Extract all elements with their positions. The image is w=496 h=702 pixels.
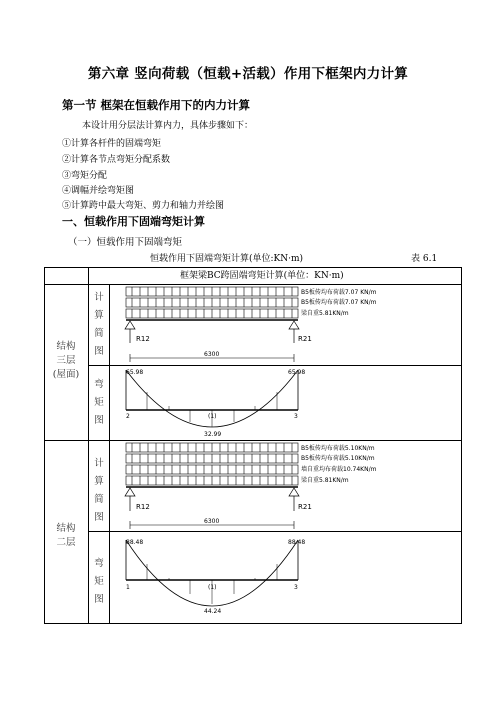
support-left-label: R12: [136, 503, 150, 511]
span-dimension: 6300: [204, 518, 220, 525]
calc-diagram-label: 计 算 简 图: [94, 292, 104, 357]
calc-diagram-label: 计 算 简 图: [94, 458, 104, 523]
table-caption: 恒载作用下固端弯矩计算(单位:KN·m): [150, 254, 304, 264]
node-label: (1): [208, 413, 217, 420]
node-label: 2: [126, 413, 130, 420]
table-divider: [109, 284, 110, 624]
moment-mid-value: 44.24: [204, 608, 222, 615]
row-label: 结构 二层: [56, 523, 76, 548]
moment-left-value: 65.98: [126, 369, 144, 376]
node-label: 3: [294, 413, 298, 420]
load-label: B5板传均布荷载7.07 KN/m: [301, 289, 377, 296]
subsection-heading: 一、恒载作用下固端弯矩计算: [62, 215, 205, 228]
step-item: ①计算各杆件的固端弯矩: [62, 139, 162, 149]
moment-right-value: 88.48: [288, 539, 306, 546]
section-title: 第一节 框架在恒载作用下的内力计算: [62, 98, 251, 112]
load-label: 墙自重均布荷载10.74KN/m: [301, 466, 377, 473]
step-item: ⑤计算跨中最大弯矩、剪力和轴力并绘图: [62, 201, 225, 211]
step-item: ③弯矩分配: [62, 171, 108, 181]
load-label: B5板传均布荷载7.07 KN/m: [301, 299, 377, 306]
chapter-title: 第六章 竖向荷载（恒载+活载）作用下框架内力计算: [87, 66, 409, 82]
moment-left-value: 88.48: [126, 539, 144, 546]
moment-diagram-roof: [112, 366, 460, 440]
support-left-label: R12: [136, 335, 150, 343]
node-label: 3: [294, 584, 298, 591]
load-label: 梁自重5.81KN/m: [301, 310, 349, 317]
table-number: 表 6.1: [411, 254, 438, 264]
support-right-label: R21: [298, 335, 312, 343]
table-divider: [88, 267, 89, 624]
moment-right-value: 65.98: [288, 369, 306, 376]
load-label: 梁自重5.81KN/m: [301, 477, 349, 484]
step-item: ②计算各节点弯矩分配系数: [62, 155, 171, 165]
intro-paragraph: 本设计用分层法计算内力，具体步骤如下：: [82, 121, 254, 131]
moment-mid-value: 32.99: [204, 431, 222, 438]
moment-diagram-second: [112, 532, 460, 622]
subsection-subheading: （一）恒载作用下固端弯矩: [68, 237, 183, 248]
support-right-label: R21: [298, 503, 312, 511]
span-dimension: 6300: [204, 351, 220, 358]
table-header: 框架梁BC跨固端弯矩计算(单位：KN·m): [180, 271, 344, 281]
calc-diagram-roof: [112, 285, 460, 365]
calc-diagram-second: [112, 441, 460, 531]
node-label: 1: [126, 584, 130, 591]
moment-diagram-label: 弯 矩 图: [94, 558, 104, 605]
row-label: 结构 三层 (屋面): [52, 341, 80, 380]
node-label: (1): [208, 584, 217, 591]
load-label: B5板传均布荷载5.10KN/m: [301, 455, 375, 462]
load-label: B5板传均布荷载5.10KN/m: [301, 445, 375, 452]
step-item: ④调幅并绘弯矩图: [62, 186, 135, 196]
moment-diagram-label: 弯 矩 图: [94, 379, 104, 426]
